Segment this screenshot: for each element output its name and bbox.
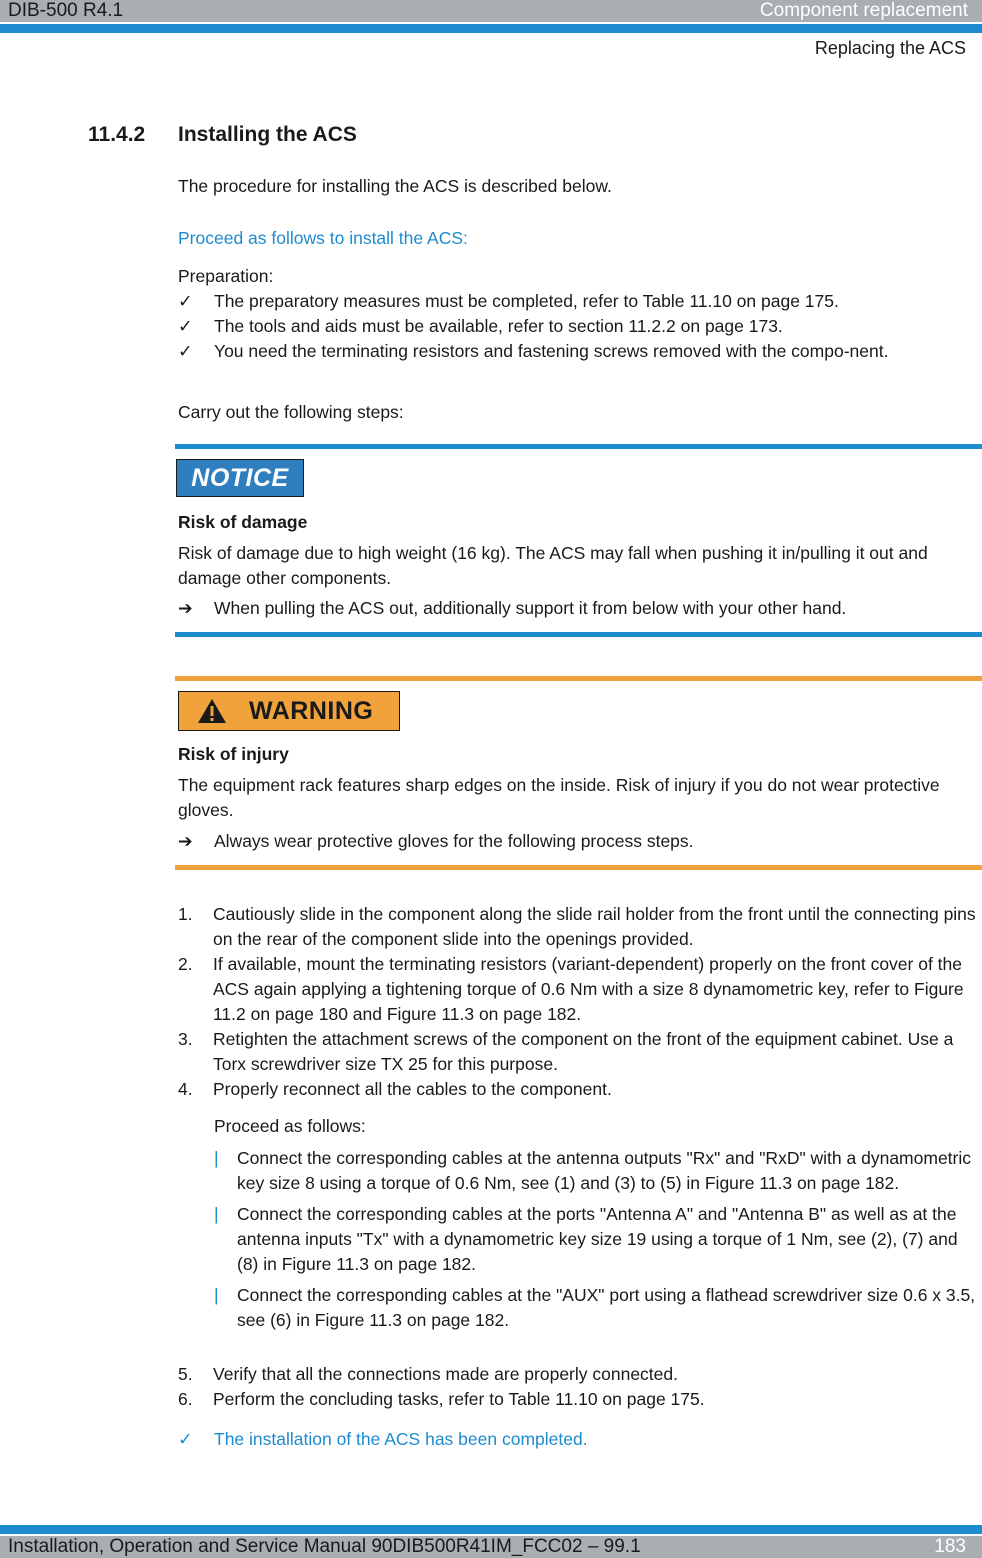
notice-top-rule — [175, 444, 982, 449]
header-product: DIB-500 R4.1 — [8, 0, 124, 21]
warning-title: Risk of injury — [178, 744, 289, 764]
page-header-bar — [0, 0, 982, 22]
section-number: 11.4.2 — [88, 123, 146, 146]
preparation-list — [178, 289, 978, 364]
proceed-heading: Proceed as follows to install the ACS: — [178, 228, 468, 248]
list-item: 2. If available, mount the terminating resistors (variant-dependent) properly on the front cover of the ACS again applying a tightening torque of 0.6 Nm with a size 8 dynamometric key, refer to Figure 11.2 on page 180 and Figure 11.3 on page 182. — [178, 954, 964, 1024]
notice-bottom-rule — [175, 632, 982, 637]
check-icon: ✓ — [178, 1429, 193, 1449]
list-item: 4. Properly reconnect all the cables to the component. — [178, 1079, 612, 1099]
list-item: ➔ Always wear protective gloves for the following process steps. — [178, 829, 980, 854]
list-item: | Connect the corresponding cables at the "AUX" port using a flathead screwdriver size 0.6 x 3.5, see (6) in Figure 11.3 on page 182. — [214, 1285, 976, 1330]
bullet-bar-icon: | — [214, 1285, 219, 1305]
section-title: Installing the ACS — [178, 123, 357, 146]
arrow-right-icon: ➔ — [178, 831, 193, 851]
list-item: ✓ The tools and aids must be available, refer to section 11.2.2 on page 173. — [178, 314, 978, 339]
notice-badge: NOTICE — [176, 459, 304, 497]
list-item: ➔ When pulling the ACS out, additionally support it from below with your other hand. — [178, 596, 980, 621]
warning-top-rule — [175, 676, 982, 681]
warning-badge — [178, 691, 400, 731]
warning-label: WARNING — [249, 697, 374, 725]
list-item: ✓ The installation of the ACS has been completed. — [178, 1427, 978, 1452]
header-accent-rule — [0, 24, 982, 33]
arrow-right-icon: ➔ — [178, 598, 193, 618]
notice-action — [178, 596, 980, 621]
list-item: 5. Verify that all the connections made are properly connected. — [178, 1364, 678, 1384]
bullet-bar-icon: | — [214, 1148, 219, 1168]
list-item: 6. Perform the concluding tasks, refer to Table 11.10 on page 175. — [178, 1389, 705, 1409]
list-item: | Connect the corresponding cables at the ports "Antenna A" and "Antenna B" as well as at the antenna inputs "Tx" with a dynamometric key size 19 using a torque of 1 Nm, see (2), (7) and (8) in Figure 11.3 on page 182. — [214, 1204, 958, 1274]
steps-list-continued — [178, 1362, 980, 1412]
header-section: Replacing the ACS — [814, 38, 966, 58]
intro-text: The procedure for installing the ACS is described below. — [178, 176, 612, 196]
substeps-list — [214, 1146, 980, 1339]
footer-manual-title: Installation, Operation and Service Manual 90DIB500R41IM_FCC02 – 99.1 — [8, 1536, 641, 1557]
warning-bottom-rule — [175, 865, 982, 870]
list-item: ✓ The preparatory measures must be completed, refer to Table 11.10 on page 175. — [178, 289, 978, 314]
check-icon: ✓ — [178, 291, 193, 311]
bullet-bar-icon: | — [214, 1204, 219, 1224]
warning-triangle-icon — [197, 698, 227, 724]
warning-text: The equipment rack features sharp edges on the inside. Risk of injury if you do not wear protective gloves. — [178, 775, 940, 820]
result-line — [178, 1427, 978, 1452]
notice-title: Risk of damage — [178, 512, 308, 532]
warning-action — [178, 829, 980, 854]
page-number: 183 — [934, 1536, 966, 1557]
section-heading — [88, 123, 357, 147]
page-footer-bar — [0, 1536, 982, 1558]
preparation-label: Preparation: — [178, 266, 274, 286]
check-icon: ✓ — [178, 316, 193, 336]
list-item: 1. Cautiously slide in the component along the slide rail holder from the front until the connecting pins on the rear of the component slide into the openings provided. — [178, 904, 976, 949]
list-item: 3. Retighten the attachment screws of the component on the front of the equipment cabinet. Use a Torx screwdriver size TX 25 for this purpose. — [178, 1029, 954, 1074]
proceed-sub-text: Proceed as follows: — [214, 1116, 366, 1136]
carry-out-text: Carry out the following steps: — [178, 402, 404, 422]
list-item: | Connect the corresponding cables at the antenna outputs "Rx" and "RxD" with a dynamometric key size 8 using a torque of 0.6 Nm, see (1) and (3) to (5) in Figure 11.3 on page 182. — [214, 1148, 972, 1193]
check-icon: ✓ — [178, 341, 193, 361]
notice-text: Risk of damage due to high weight (16 kg). The ACS may fall when pushing it in/pulling it out and damage other components. — [178, 543, 928, 588]
header-chapter: Component replacement — [759, 0, 968, 21]
footer-accent-rule — [0, 1525, 982, 1534]
steps-list — [178, 902, 980, 1102]
list-item: ✓ You need the terminating resistors and fastening screws removed with the compo-nent. — [178, 339, 978, 364]
